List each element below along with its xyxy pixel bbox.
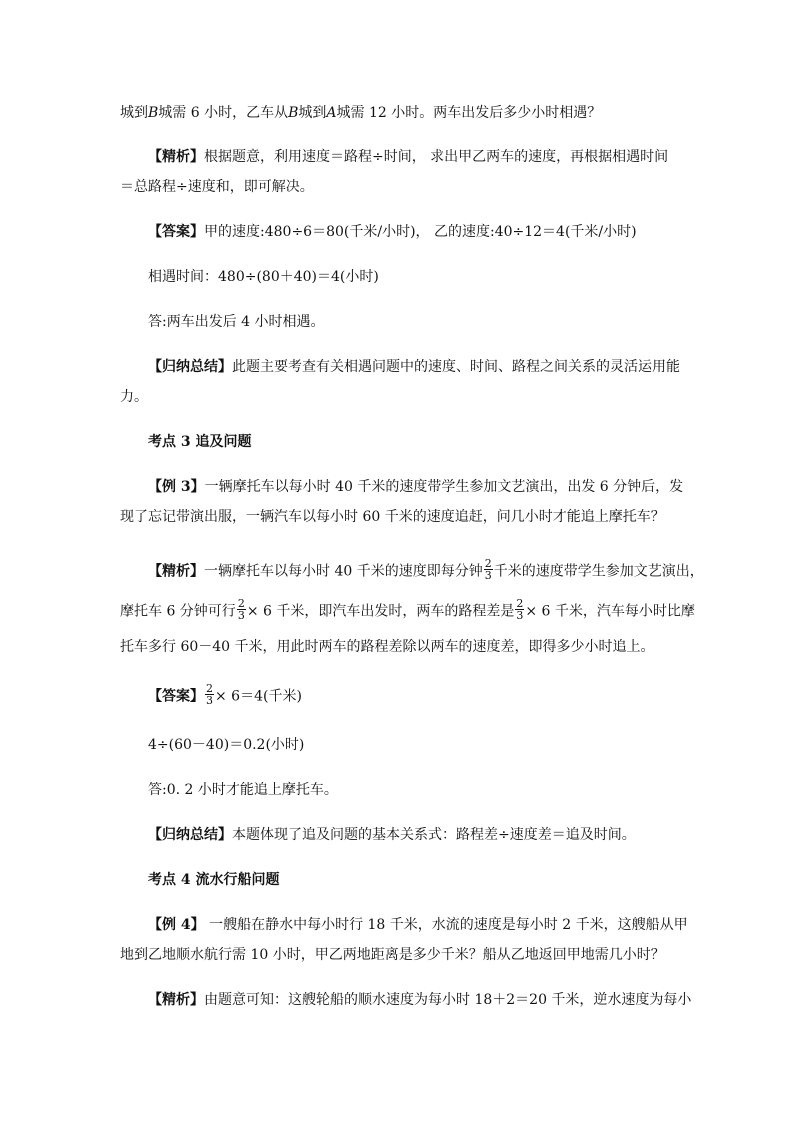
text: × 6＝4(千米): [215, 688, 302, 705]
city-a: A: [326, 105, 337, 121]
text: 一艘船在静水中每小时行 18 千米，水流的速度是每小时 2 千米，这艘船从甲: [204, 917, 688, 933]
text: 地到乙地顺水航行需 10 小时，甲乙两地距离是多少千米？船从乙地返回甲地需几小时？: [120, 947, 665, 963]
answer-line: [148, 267, 379, 287]
text: 一辆摩托车以每小时 40 千米的速度即每分钟: [204, 563, 483, 580]
fraction: [205, 683, 214, 706]
summary-line: [148, 825, 636, 845]
problem-line: [120, 103, 601, 123]
analysis-line: [148, 147, 668, 167]
fraction-numerator: 2: [206, 682, 213, 695]
fraction-denominator: 3: [237, 609, 245, 622]
text: 城到: [298, 105, 327, 121]
text: 摩托车 6 分钟可行: [120, 603, 236, 620]
text: 甲的速度:480÷6＝80(千米/小时)， 乙的速度:40÷12＝4(千米/小时): [204, 224, 637, 240]
text: ＝总路程÷速度和，即可解决。: [120, 179, 314, 195]
text: 此题主要考查有关相遇问题中的速度、时间、路程之间关系的灵活运用能: [232, 359, 680, 375]
text: 相遇时间：480÷(80＋40)＝4(小时): [148, 269, 379, 285]
text: 由题意可知：这艘轮船的顺水速度为每小时 18＋2＝20 千米，逆水速度为每小: [204, 992, 692, 1008]
example-label: 【例 3】: [148, 479, 205, 495]
analysis-line: [120, 177, 314, 197]
example-line: [120, 507, 665, 527]
text: 本题体现了追及问题的基本关系式：路程差÷速度差＝追及时间。: [232, 827, 636, 843]
example-line: [148, 477, 683, 497]
text: 城到: [120, 105, 148, 121]
text: 千米的速度带学生参加文艺演出，: [493, 563, 704, 580]
fraction-numerator: 2: [516, 597, 524, 610]
text: 4÷(60－40)＝0.2(小时): [148, 737, 305, 753]
answer-line: [148, 735, 304, 755]
fraction: [484, 558, 493, 581]
text: × 6 千米，汽车每小时比摩: [525, 603, 695, 620]
answer-line: [148, 682, 302, 708]
text: 一辆摩托车以每小时 40 千米的速度带学生参加文艺演出，出发 6 分钟后，发: [204, 479, 684, 495]
text: 答:0. 2 小时才能追上摩托车。: [148, 782, 338, 798]
analysis-line: [148, 990, 691, 1010]
fraction: [515, 598, 524, 621]
example-line: [148, 915, 688, 935]
text: 根据题意，利用速度＝路程÷时间， 求出甲乙两车的速度，再根据相遇时间: [204, 149, 669, 165]
fraction: [237, 598, 246, 621]
analysis-line: [120, 597, 695, 623]
summary-line: [148, 357, 680, 377]
example-line: [120, 945, 665, 965]
summary-line: [120, 387, 148, 407]
text: 答:两车出发后 4 小时相遇。: [148, 314, 325, 330]
section-heading: 考点 3 追及问题: [148, 434, 252, 450]
fraction-denominator: 3: [206, 694, 213, 707]
summary-label: 【归纳总结】: [148, 827, 232, 843]
text: 城需 6 小时，乙车从: [158, 105, 289, 121]
answer-line: [148, 222, 637, 242]
text: 现了忘记带演出服，一辆汽车以每小时 60 千米的速度追赶，问几小时才能追上摩托车？: [120, 509, 665, 525]
text: 力。: [120, 389, 148, 405]
fraction-numerator: 2: [237, 597, 245, 610]
answer-line: [148, 312, 325, 332]
fraction-denominator: 3: [484, 569, 492, 582]
text: 城需 12 小时。两车出发后多少小时相遇？: [336, 105, 602, 121]
analysis-line: [120, 637, 655, 657]
summary-label: 【归纳总结】: [148, 359, 232, 375]
text: 托车多行 60－40 千米，用此时两车的路程差除以两车的速度差，即得多少小时追上。: [120, 639, 655, 655]
analysis-label: 【精析】: [148, 992, 204, 1008]
analysis-label: 【精析】: [148, 563, 204, 580]
example-label: 【例 4】: [148, 917, 205, 933]
analysis-label: 【精析】: [148, 149, 204, 165]
answer-line: [148, 780, 338, 800]
city-b: B: [148, 105, 159, 121]
fraction-denominator: 3: [516, 609, 524, 622]
analysis-line: [148, 557, 704, 583]
section-heading: 考点 4 流水行船问题: [148, 872, 280, 888]
text: × 6 千米，即汽车出发时，两车的路程差是: [246, 603, 515, 620]
fraction-numerator: 2: [484, 557, 492, 570]
city-b: B: [288, 105, 299, 121]
answer-label: 【答案】: [148, 688, 204, 705]
answer-label: 【答案】: [148, 224, 204, 240]
